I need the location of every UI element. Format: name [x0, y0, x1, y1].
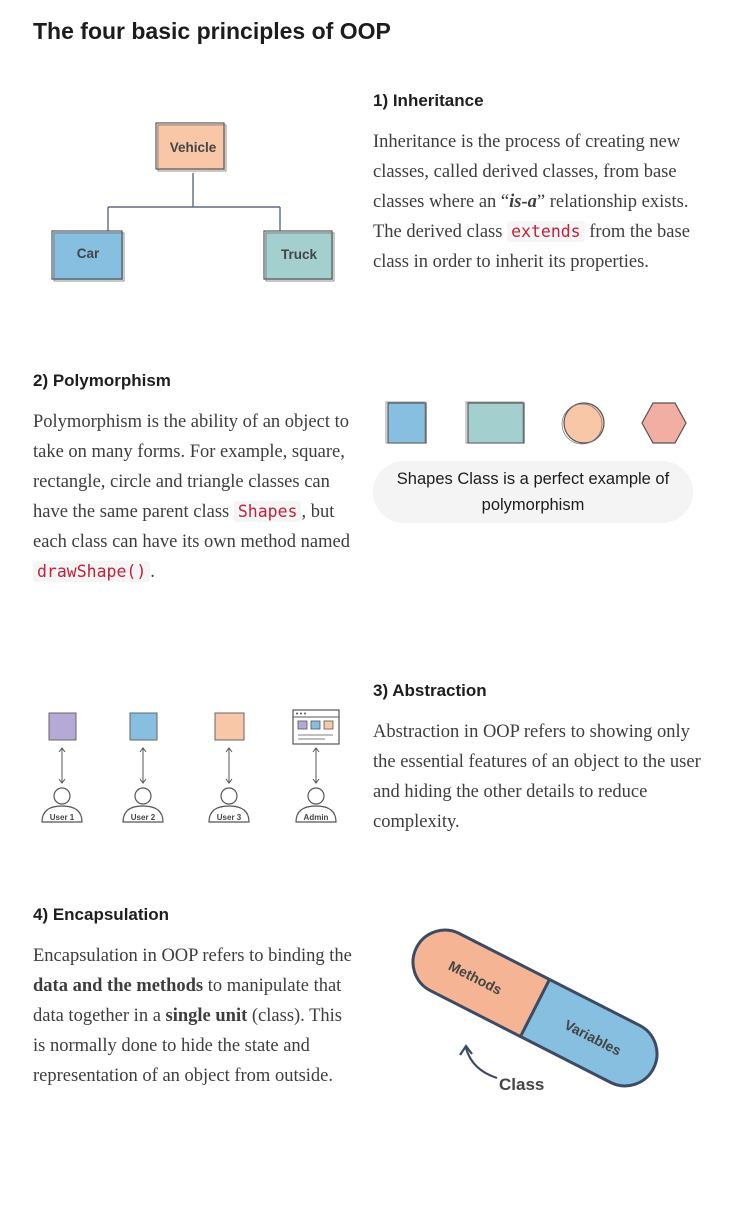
polymorphism-heading: 2) Polymorphism	[33, 371, 171, 390]
user3-data-box	[215, 713, 244, 740]
inheritance-paragraph: Inheritance is the process of creating new classes, called derived classes, from base classes where an “is-a” relationship exists. The derived class extends from the base class in order to inherit its properties.	[373, 132, 690, 272]
user3-avatar-icon	[221, 788, 237, 804]
user1-avatar-icon	[54, 788, 70, 804]
extends-code: extends	[507, 221, 585, 242]
is-a-emphasis: is-a	[509, 192, 537, 212]
data-and-methods-bold: data and the methods	[33, 976, 204, 996]
inheritance-heading: 1) Inheritance	[373, 91, 484, 110]
user2-data-box	[130, 713, 157, 740]
drawshape-code: drawShape()	[33, 561, 150, 582]
car-label: Car	[76, 246, 100, 261]
user2-label: User 2	[130, 813, 156, 822]
shapes-code: Shapes	[234, 501, 302, 522]
abstraction-heading: 3) Abstraction	[373, 681, 487, 700]
encapsulation-heading: 4) Encapsulation	[33, 905, 170, 924]
admin-avatar-icon	[308, 788, 324, 804]
polymorphism-paragraph: Polymorphism is the ability of an object to take on many forms. For example, square, rectangle, circle and triangle classes can have the same parent class Shapes , but each class can have its own method named drawShape() .	[33, 412, 350, 582]
user3-label: User 3	[216, 813, 242, 822]
single-unit-bold: single unit	[165, 1006, 248, 1026]
user1-label: User 1	[49, 813, 75, 822]
admin-window-icon	[293, 710, 339, 744]
vehicle-label: Vehicle	[169, 140, 217, 155]
methods-label: Methods	[446, 957, 505, 998]
class-label: Class	[499, 1075, 545, 1094]
inheritance-diagram	[40, 115, 350, 295]
abstraction-paragraph: Abstraction in OOP refers to showing only the essential features of an object to the user and hiding the other details to reduce complexity.	[373, 722, 701, 832]
circle-shape	[562, 403, 604, 444]
square-shape	[386, 402, 426, 443]
shapes-illustration	[383, 398, 693, 450]
variables-label: Variables	[561, 1016, 624, 1059]
capsule-illustration	[400, 930, 670, 1100]
polymorphism-caption: Shapes Class is a perfect example of polymorphism	[373, 461, 693, 523]
user2-avatar-icon	[135, 788, 151, 804]
page-title: The four basic principles of OOP	[33, 18, 391, 44]
user1-data-box	[49, 713, 76, 740]
admin-label: Admin	[303, 813, 329, 822]
truck-class-box	[264, 231, 334, 281]
truck-label: Truck	[280, 247, 318, 262]
car-class-box	[52, 231, 124, 281]
rectangle-shape	[466, 402, 524, 443]
abstraction-diagram	[30, 705, 350, 830]
vehicle-class-box	[156, 123, 226, 171]
encapsulation-paragraph: Encapsulation in OOP refers to binding the data and the methods to manipulate that data together in a single unit (class). This is normally done to hide the state and representation of an object from outside.	[33, 946, 352, 1086]
hexagon-shape	[642, 403, 686, 443]
